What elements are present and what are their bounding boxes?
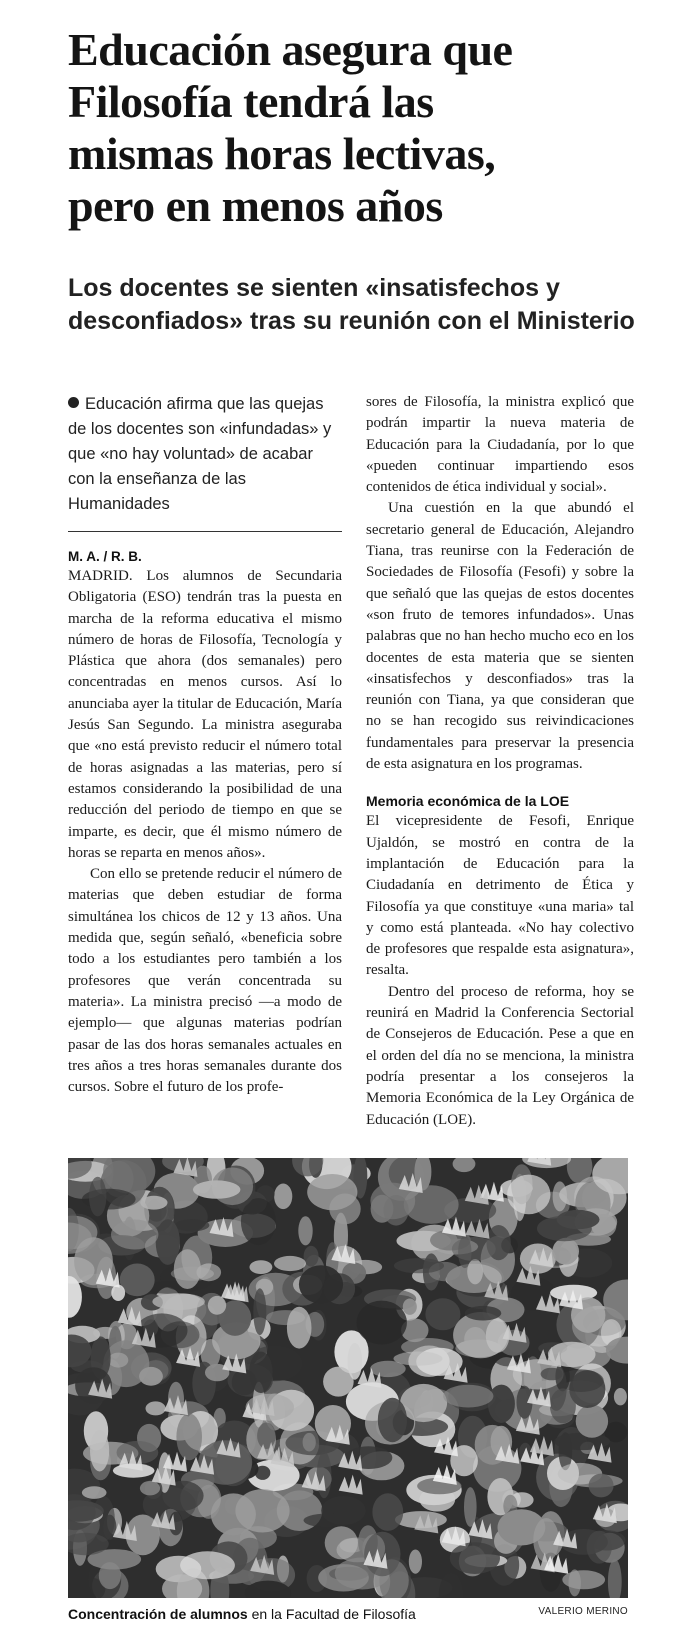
headline	[68, 24, 668, 232]
headline-line: pero en menos años	[68, 180, 443, 231]
subheadline	[68, 272, 678, 338]
subheadline-line: desconfiados» tras su reunión con el Ministerio	[68, 307, 635, 335]
subheadline-line: Los docentes se sienten «insatisfechos y	[68, 274, 560, 302]
crosshead: Memoria económica de la LOE	[366, 793, 570, 810]
paragraph: Dentro del proceso de reforma, hoy se reunirá en Madrid la Conferencia Sectorial de Consejeros de Educación. Pese a que en el orden del día no se menciona, la ministra podría presentar a los consejeros la Memoria Económica de la Ley Orgánica de Educación (LOE).	[366, 983, 634, 1128]
paragraph: Con ello se pretende reducir el número de materias que deben estudiar de forma simultánea los chicos de 12 y 13 años. Una medida que, según señaló, «beneficia sobre todo a los estudiantes pero también a los profesores que verán concentrada su materia». La ministra precisó —a modo de ejemplo— que algunas materias podrían pasar de las dos horas semanales actuales en tres años a tres horas semanales durante dos cursos. Sobre el futuro de los profe-	[68, 866, 342, 1096]
headline-line: Filosofía tendrá las	[68, 76, 434, 127]
paragraph: Una cuestión en la que abundó el secretario general de Educación, Alejandro Tiana, tras reunirse con la Federación de Sociedades de Filosofía (Fesofi) y sobre la que señaló que las quejas de estos docentes «son fruto de temores infundados». Unas palabras que no han hecho mucho eco en los docentes de esta materia que se sienten «insatisfechos y desconfiados» tras la reunión con Tiana, ya que consideran que no se han recogido sus reivindicaciones fundamentales para preservar la presencia de esta asignatura en los programas.	[366, 500, 634, 773]
summary-text: Educación afirma que las quejas de los docentes son «infundadas» y que «no hay voluntad» de acabar con la enseñanza de las Humanidades	[68, 395, 332, 513]
paragraph: sores de Filosofía, la ministra explicó que podrán impartir la nueva materia de Educación para la Ciudadanía, por lo que «pueden continuar impartiendo esos contenidos de ética individual y social».	[366, 394, 634, 496]
paragraph: MADRID. Los alumnos de Secundaria Obligatoria (ESO) tendrán tras la puesta en marcha de la reforma educativa el mismo número de horas de Filosofía, Tecnología y Plástica que ahora (dos semanales) pero concentradas en menos cursos. Así lo anunciaba ayer la titular de Educación, María Jesús San Segundo. La ministra aseguraba que «no está previsto reducir el número total de horas asignadas a las materias, pero sí estamos considerando la posibilidad de una reducción del periodo de tiempo en que se imparte, es decir, que él mismo número de horas se reparta en menos años».	[68, 568, 342, 861]
byline: M. A. / R. B.	[68, 549, 142, 564]
body-text-left	[68, 566, 342, 1098]
caption-rest: en la Facultad de Filosofía	[247, 1606, 416, 1622]
paragraph: El vicepresidente de Fesofi, Enrique Ujaldón, se mostró en contra de la implantación de Educación para la Ciudadanía en detrimento de Ética y Filosofía ya que constituye «una maria» tal y como está planteada. «No hay colectivo de profesores que respalde esta asignatura», resalta.	[366, 813, 634, 979]
photo-credit: VALERIO MERINO	[538, 1606, 628, 1617]
bullet-icon	[68, 397, 79, 408]
headline-line: mismas horas lectivas,	[68, 128, 496, 179]
summary-box	[68, 392, 342, 517]
crowd-photo	[68, 1158, 628, 1598]
column-right	[366, 392, 634, 1131]
crowd-photo-illustration	[68, 1158, 628, 1598]
caption-lead: Concentración de alumnos	[68, 1606, 248, 1622]
divider	[68, 531, 342, 532]
column-left	[68, 392, 342, 1098]
headline-line: Educación asegura que	[68, 24, 513, 75]
body-text-right	[366, 392, 634, 775]
body-text-right-after	[366, 811, 634, 1130]
